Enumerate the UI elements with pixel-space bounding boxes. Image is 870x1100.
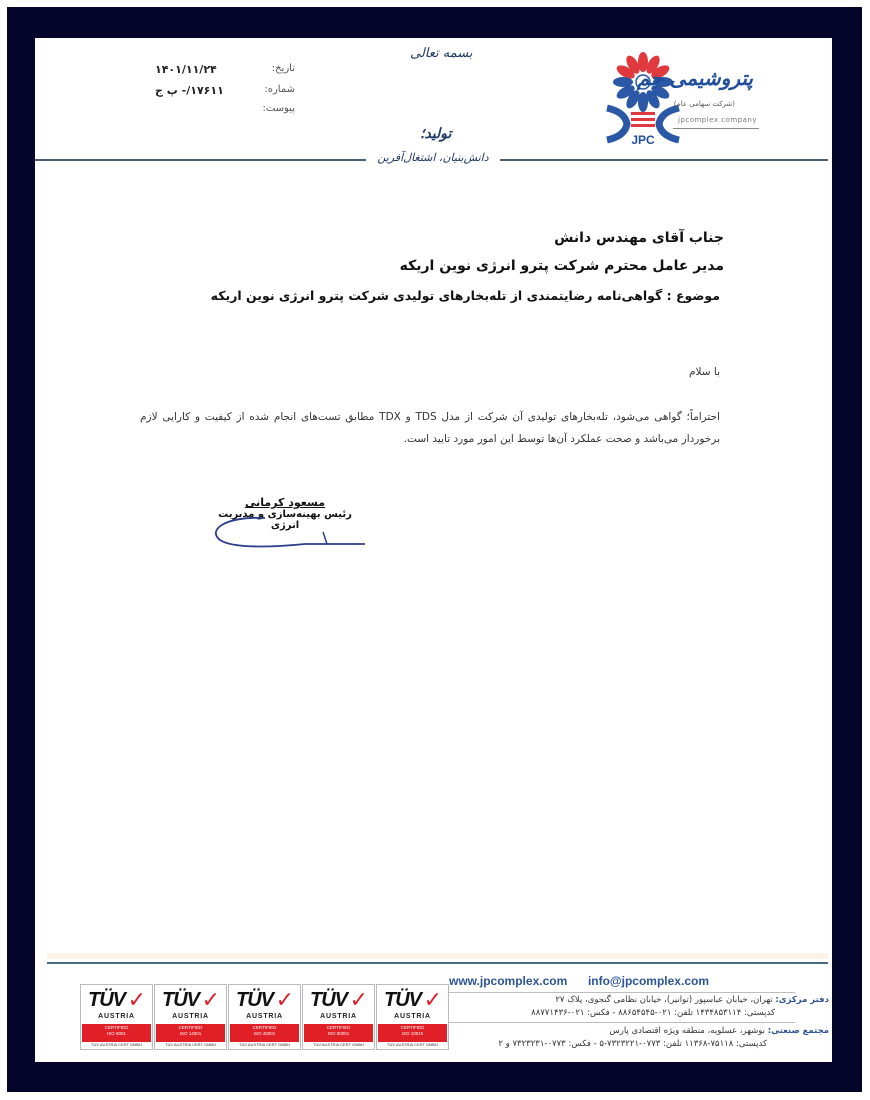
checkmark-icon: ✓ [201, 988, 220, 1013]
recipient-title: مدیر عامل محترم شرکت پترو انرژی نوین اریکه [399, 258, 724, 274]
letter-body: احتراماً؛ گواهی می‌شود، تله‌بخارهای تولیدی آن شرکت از مدل TDS و TDX مطابق تست‌های انجام شده از کیفیت و کارایی لازم برخوردار می‌باشد و صحت عملکرد آن‌ها توسط این امور مورد تایید است. [140, 411, 720, 445]
tuv-country: AUSTRIA [320, 1013, 357, 1020]
website-link[interactable]: www.jpcomplex.com [449, 974, 568, 988]
checkmark-icon: ✓ [275, 988, 294, 1013]
tuv-cert-band: CERTIFIED ISO 14001 [156, 1024, 225, 1042]
tuv-badge [228, 984, 301, 1050]
checkmark-icon: ✓ [423, 988, 442, 1013]
motto-line-1: تولید؛ [420, 126, 452, 142]
tuv-cert-band: CERTIFIED ISO 45001 [230, 1024, 299, 1042]
tuv-badge [302, 984, 375, 1050]
head-office-address [449, 994, 829, 1020]
head-office-line-2: کدپستی: ۱۴۳۴۸۵۳۱۱۴ تلفن: ۰۲۱-۸۸۶۵۴۵۴۵ - فکس: ۰۲۱-۸۸۷۷۱۴۳۶ [531, 1008, 775, 1018]
tuv-issuer: TÜV AUSTRIA CERT GMBH [91, 1042, 142, 1047]
tuv-cert-band: CERTIFIED ISO 9001 [82, 1024, 151, 1042]
tuv-country: AUSTRIA [172, 1013, 209, 1020]
tuv-cert-band: CERTIFIED ISO 50001 [304, 1024, 373, 1042]
tuv-issuer: TÜV AUSTRIA CERT GMBH [239, 1042, 290, 1047]
industrial-complex-line-2: کدپستی: ۷۵۱۱۸-۱۱۳۶۸ تلفن: ۰۷۷۳-۷۳۲۳۲۲۱-۵ - فکس: ۰۷۷۳-۷۳۲۳۲۳۱ و ۲ [498, 1039, 767, 1049]
motto-line-2: دانش‌بنیان، اشتغال‌آفرین [377, 151, 489, 164]
jpc-logo [605, 48, 765, 148]
certification-badges [80, 984, 449, 1050]
email-link[interactable]: info@jpcomplex.com [587, 974, 709, 988]
tuv-wordmark: TÜV [310, 989, 347, 1011]
letter-page [35, 38, 832, 1062]
date-label: تاریخ: [271, 63, 295, 74]
tuv-issuer: TÜV AUSTRIA CERT GMBH [313, 1042, 364, 1047]
footer-rule [47, 962, 828, 964]
industrial-complex-label: مجتمع صنعتی: [767, 1026, 829, 1036]
head-office-line-1: تهران، خیابان عباسپور (توانیر)، خیابان نظامی گنجوی، پلاک ۲۷ [555, 995, 773, 1005]
footer-separator [449, 992, 795, 993]
checkmark-icon: ✓ [349, 988, 368, 1013]
tuv-issuer: TÜV AUSTRIA CERT GMBH [387, 1042, 438, 1047]
invocation-text: بسمه تعالی [410, 46, 473, 61]
date-value: ۱۴۰۱/۱۱/۲۴ [155, 63, 217, 76]
tuv-badge [376, 984, 449, 1050]
greeting: با سلام [688, 366, 720, 378]
footer-tint [47, 953, 828, 959]
tuv-wordmark: TÜV [162, 989, 199, 1011]
footer-separator [449, 1022, 795, 1023]
recipient-name: جناب آقای مهندس دانش [554, 230, 724, 246]
tuv-issuer: TÜV AUSTRIA CERT GMBH [165, 1042, 216, 1047]
checkmark-icon: ✓ [127, 988, 146, 1013]
jpc-flower-icon [605, 48, 685, 148]
number-label: شماره: [264, 84, 295, 95]
tuv-country: AUSTRIA [98, 1013, 135, 1020]
tuv-wordmark: TÜV [236, 989, 273, 1011]
tuv-country: AUSTRIA [394, 1013, 431, 1020]
tuv-wordmark: TÜV [384, 989, 421, 1011]
logo-brand-name: پتروشیمی جم [637, 66, 753, 90]
tuv-cert-band: CERTIFIED ISO 10015 [378, 1024, 447, 1042]
tuv-badge [80, 984, 153, 1050]
logo-brand-en: jpcomplex company [677, 116, 757, 124]
tuv-badge [154, 984, 227, 1050]
svg-text:JPC: JPC [631, 133, 655, 147]
head-office-label: دفتر مرکزی: [775, 995, 829, 1005]
letter-meta [155, 63, 295, 114]
industrial-complex-address [449, 1025, 829, 1051]
logo-brand-sub: (شرکت سهامی عام) [673, 100, 735, 108]
signatory-name: مسعود کرمانی [244, 496, 326, 509]
tuv-country: AUSTRIA [246, 1013, 283, 1020]
logo-underline [673, 128, 759, 129]
signatory-title: رئیس بهینه‌سازی و مدیریت انرژی [218, 509, 352, 531]
footer-contact [449, 974, 709, 988]
tuv-wordmark: TÜV [88, 989, 125, 1011]
handwritten-signature-icon [205, 508, 375, 553]
attachment-label: پیوست: [262, 103, 295, 114]
industrial-complex-line-1: بوشهر، عسلویه، منطقه ویژه اقتصادی پارس [609, 1026, 766, 1036]
number-value: ۱۷۶۱۱/- پ ج [155, 84, 224, 97]
letter-subject: موضوع : گواهی‌نامه رضایتمندی از تله‌بخارهای تولیدی شرکت پترو انرژی نوین اریکه [210, 288, 720, 303]
